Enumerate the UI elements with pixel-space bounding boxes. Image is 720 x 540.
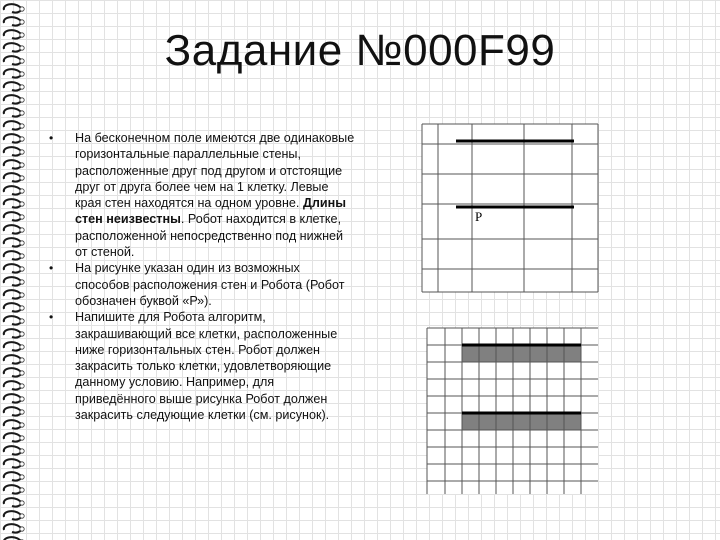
bullet-item — [45, 130, 355, 260]
spiral-hole — [20, 267, 24, 271]
spiral-hole — [20, 111, 24, 115]
spiral-ring — [4, 186, 22, 194]
spiral-ring — [4, 342, 22, 350]
spiral-ring — [4, 472, 22, 480]
spiral-hole — [20, 137, 24, 141]
spiral-ring — [4, 4, 22, 12]
spiral-hole — [20, 254, 24, 258]
slide-title: Задание №000F99 — [164, 26, 556, 75]
spiral-hole — [20, 462, 24, 466]
spiral-ring — [4, 459, 22, 467]
spiral-ring — [4, 225, 22, 233]
bullet-text-part: . Робот находится в клетке, расположенной непосредственно под нижней от стеной. — [75, 212, 344, 260]
spiral-ring — [4, 17, 22, 25]
spiral-ring — [4, 121, 22, 129]
spiral-ring — [4, 303, 22, 311]
spiral-ring — [4, 134, 22, 142]
bullet-text-part: На рисунке указан один из возможных способов расположения стен и Робота (Робот обозначен буквой «Р»). — [75, 261, 345, 308]
spiral-hole — [20, 475, 24, 479]
spiral-hole — [20, 527, 24, 531]
spiral-ring — [4, 251, 22, 259]
spiral-hole — [20, 85, 24, 89]
spiral-hole — [20, 280, 24, 284]
spiral-ring — [4, 316, 22, 324]
bullet-dot: • — [49, 131, 54, 145]
spiral-ring — [4, 498, 22, 506]
spiral-hole — [20, 332, 24, 336]
painted-field-figure — [425, 326, 600, 496]
spiral-ring — [4, 433, 22, 441]
spiral-ring — [4, 524, 22, 532]
spiral-hole — [20, 241, 24, 245]
spiral-ring — [4, 381, 22, 389]
spiral-hole — [20, 397, 24, 401]
task-bullet-list — [45, 130, 355, 423]
spiral-hole — [20, 319, 24, 323]
spiral-ring — [4, 82, 22, 90]
spiral-hole — [20, 20, 24, 24]
spiral-hole — [20, 384, 24, 388]
bullet-text-part: На бесконечном поле имеются две одинаковые горизонтальные параллельные стены, расположенные друг под другом и отстоящие друг от друга более чем на 1 клетку. Левые края стен находятся на одном уровне. — [75, 131, 355, 211]
spiral-ring — [4, 147, 22, 155]
bullet-text-part: Напишите для Робота алгоритм, закрашивающий все клетки, расположенные ниже горизонтальных стен. Робот должен закрасить только клетки, удовлетворяющие данному условию. Например, для приведённого выше рисунка Робот должен закрасить следующие клетки (см. рисунок). — [75, 310, 338, 423]
notebook-spiral — [0, 0, 30, 540]
spiral-hole — [20, 150, 24, 154]
spiral-ring — [4, 108, 22, 116]
spiral-hole — [20, 163, 24, 167]
robot-field-figure — [420, 122, 600, 294]
spiral-hole — [20, 202, 24, 206]
spiral-ring — [4, 485, 22, 493]
spiral-ring — [4, 446, 22, 454]
spiral-hole — [20, 488, 24, 492]
spiral-ring — [4, 199, 22, 207]
spiral-hole — [20, 176, 24, 180]
spiral-hole — [20, 371, 24, 375]
spiral-ring — [4, 160, 22, 168]
spiral-hole — [20, 306, 24, 310]
bullet-dot: • — [49, 261, 54, 276]
spiral-ring — [4, 329, 22, 337]
spiral-hole — [20, 124, 24, 128]
spiral-ring — [4, 238, 22, 246]
spiral-ring — [4, 368, 22, 376]
spiral-hole — [20, 7, 24, 11]
spiral-hole — [20, 358, 24, 362]
bullet-item — [45, 309, 355, 423]
spiral-ring — [4, 355, 22, 363]
spiral-ring — [4, 173, 22, 181]
spiral-ring — [4, 277, 22, 285]
spiral-hole — [20, 293, 24, 297]
spiral-hole — [20, 189, 24, 193]
spiral-hole — [20, 345, 24, 349]
bullet-dot: • — [49, 310, 54, 325]
spiral-ring — [4, 264, 22, 272]
spiral-ring — [4, 420, 22, 428]
spiral-ring — [4, 290, 22, 298]
spiral-ring — [4, 407, 22, 415]
spiral-ring — [4, 511, 22, 519]
spiral-hole — [20, 98, 24, 102]
spiral-ring — [4, 394, 22, 402]
robot-label: Р — [475, 209, 483, 224]
spiral-hole — [20, 501, 24, 505]
bullet-text-bold: Длины стен неизвестны — [75, 196, 347, 227]
spiral-hole — [20, 215, 24, 219]
spiral-hole — [20, 436, 24, 440]
spiral-hole — [20, 514, 24, 518]
spiral-hole — [20, 228, 24, 232]
spiral-ring — [4, 95, 22, 103]
spiral-ring — [4, 212, 22, 220]
spiral-hole — [20, 423, 24, 427]
spiral-hole — [20, 410, 24, 414]
spiral-hole — [20, 449, 24, 453]
bullet-item — [45, 260, 355, 309]
